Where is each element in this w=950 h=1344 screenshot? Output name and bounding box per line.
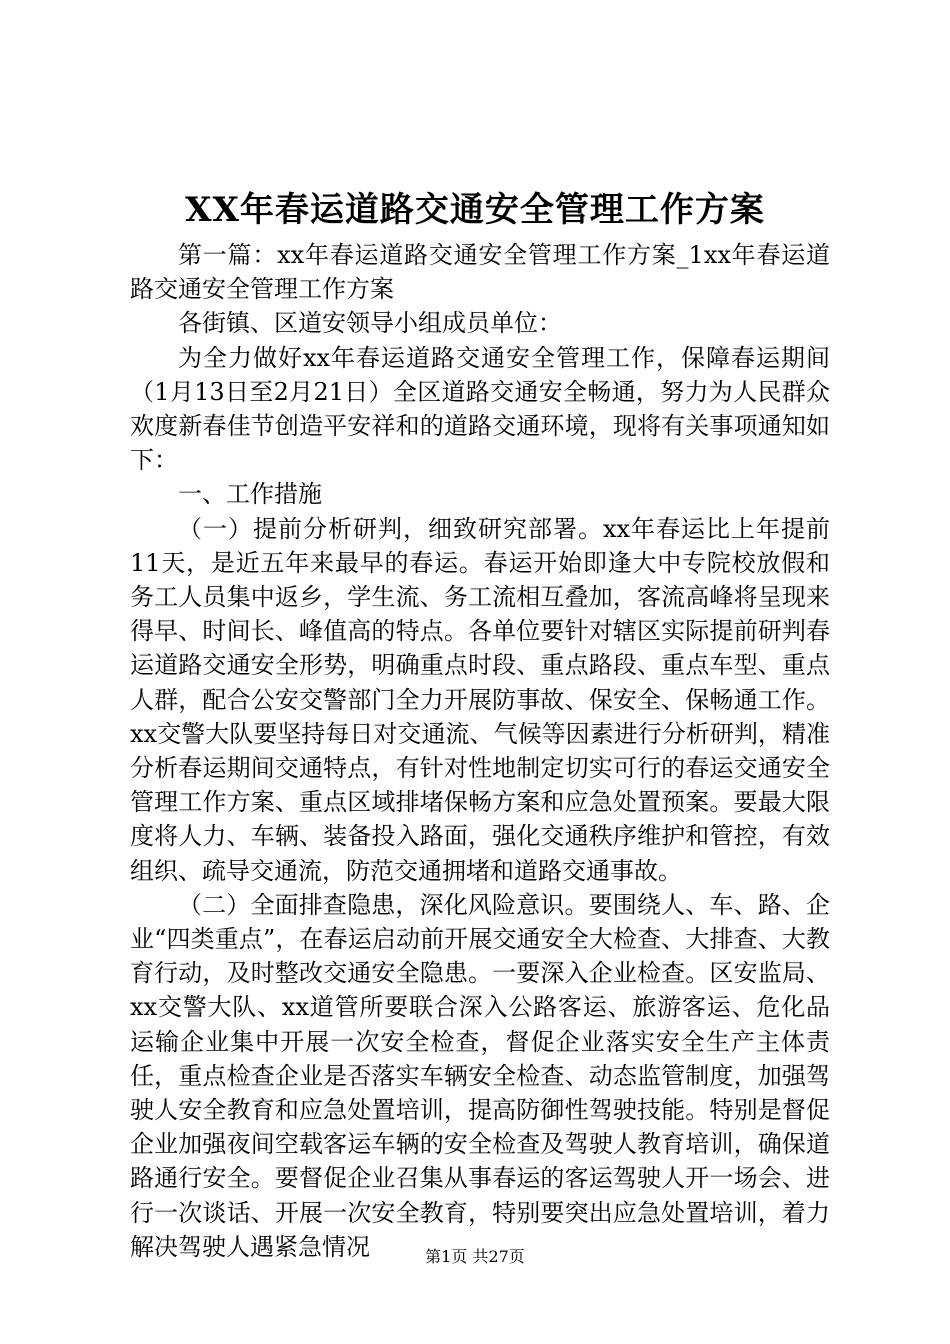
paragraph-section-heading: 一、工作措施 bbox=[178, 480, 322, 509]
document-body bbox=[130, 238, 830, 1264]
paragraph-heading-line: 第一篇：xx年春运道路交通安全管理工作方案_1xx年春运道路交通安全管理工作方案 bbox=[130, 241, 830, 304]
page-number-footer: 第1页 共27页 bbox=[425, 1247, 525, 1266]
document-title: XX年春运道路交通安全管理工作方案 bbox=[185, 190, 765, 230]
paragraph-salutation: 各街镇、区道安领导小组成员单位： bbox=[178, 309, 562, 338]
paragraph-intro: 为全力做好xx年春运道路交通安全管理工作，保障春运期间（1月13日至2月21日）全区道路交通安全畅通，努力为人民群众欢度新春佳节创造平安祥和的道路交通环境，现将有关事项通知如下： bbox=[130, 343, 830, 475]
paragraph-measure-2: （二）全面排查隐患，深化风险意识。要围绕人、车、路、企业“四类重点”，在春运启动前开展交通安全大检查、大排查、大教育行动，及时整改交通安全隐患。一要深入企业检查。区安监局、xx交警大队、xx道管所要联合深入公路客运、旅游客运、危化品运输企业集中开展一次安全检查，督促企业落实安全生产主体责任，重点检查企业是否落实车辆安全检查、动态监管制度，加强驾驶人安全教育和应急处置培训，提高防御性驾驶技能。特别是督促企业加强夜间空载客运车辆的安全检查及驾驶人教育培训，确保道路通行安全。要督促企业召集从事春运的客运驾驶人开一场会、进行一次谈话、开展一次安全教育，特别要突出应急处置培训，着力解决驾驶人遇紧急情况 bbox=[130, 890, 830, 1261]
paragraph-measure-1: （一）提前分析研判，细致研究部署。xx年春运比上年提前11天，是近五年来最早的春运。春运开始即逢大中专院校放假和务工人员集中返乡，学生流、务工流相互叠加，客流高峰将呈现来得早、时间长、峰值高的特点。各单位要针对辖区实际提前研判春运道路交通安全形势，明确重点时段、重点路段、重点车型、重点人群，配合公安交警部门全力开展防事故、保安全、保畅通工作。xx交警大队要坚持每日对交通流、气候等因素进行分析研判，精准分析春运期间交通特点，有针对性地制定切实可行的春运交通安全管理工作方案、重点区域排堵保畅方案和应急处置预案。要最大限度将人力、车辆、装备投入路面，强化交通秩序维护和管控，有效组织、疏导交通流，防范交通拥堵和道路交通事故。 bbox=[130, 514, 830, 885]
